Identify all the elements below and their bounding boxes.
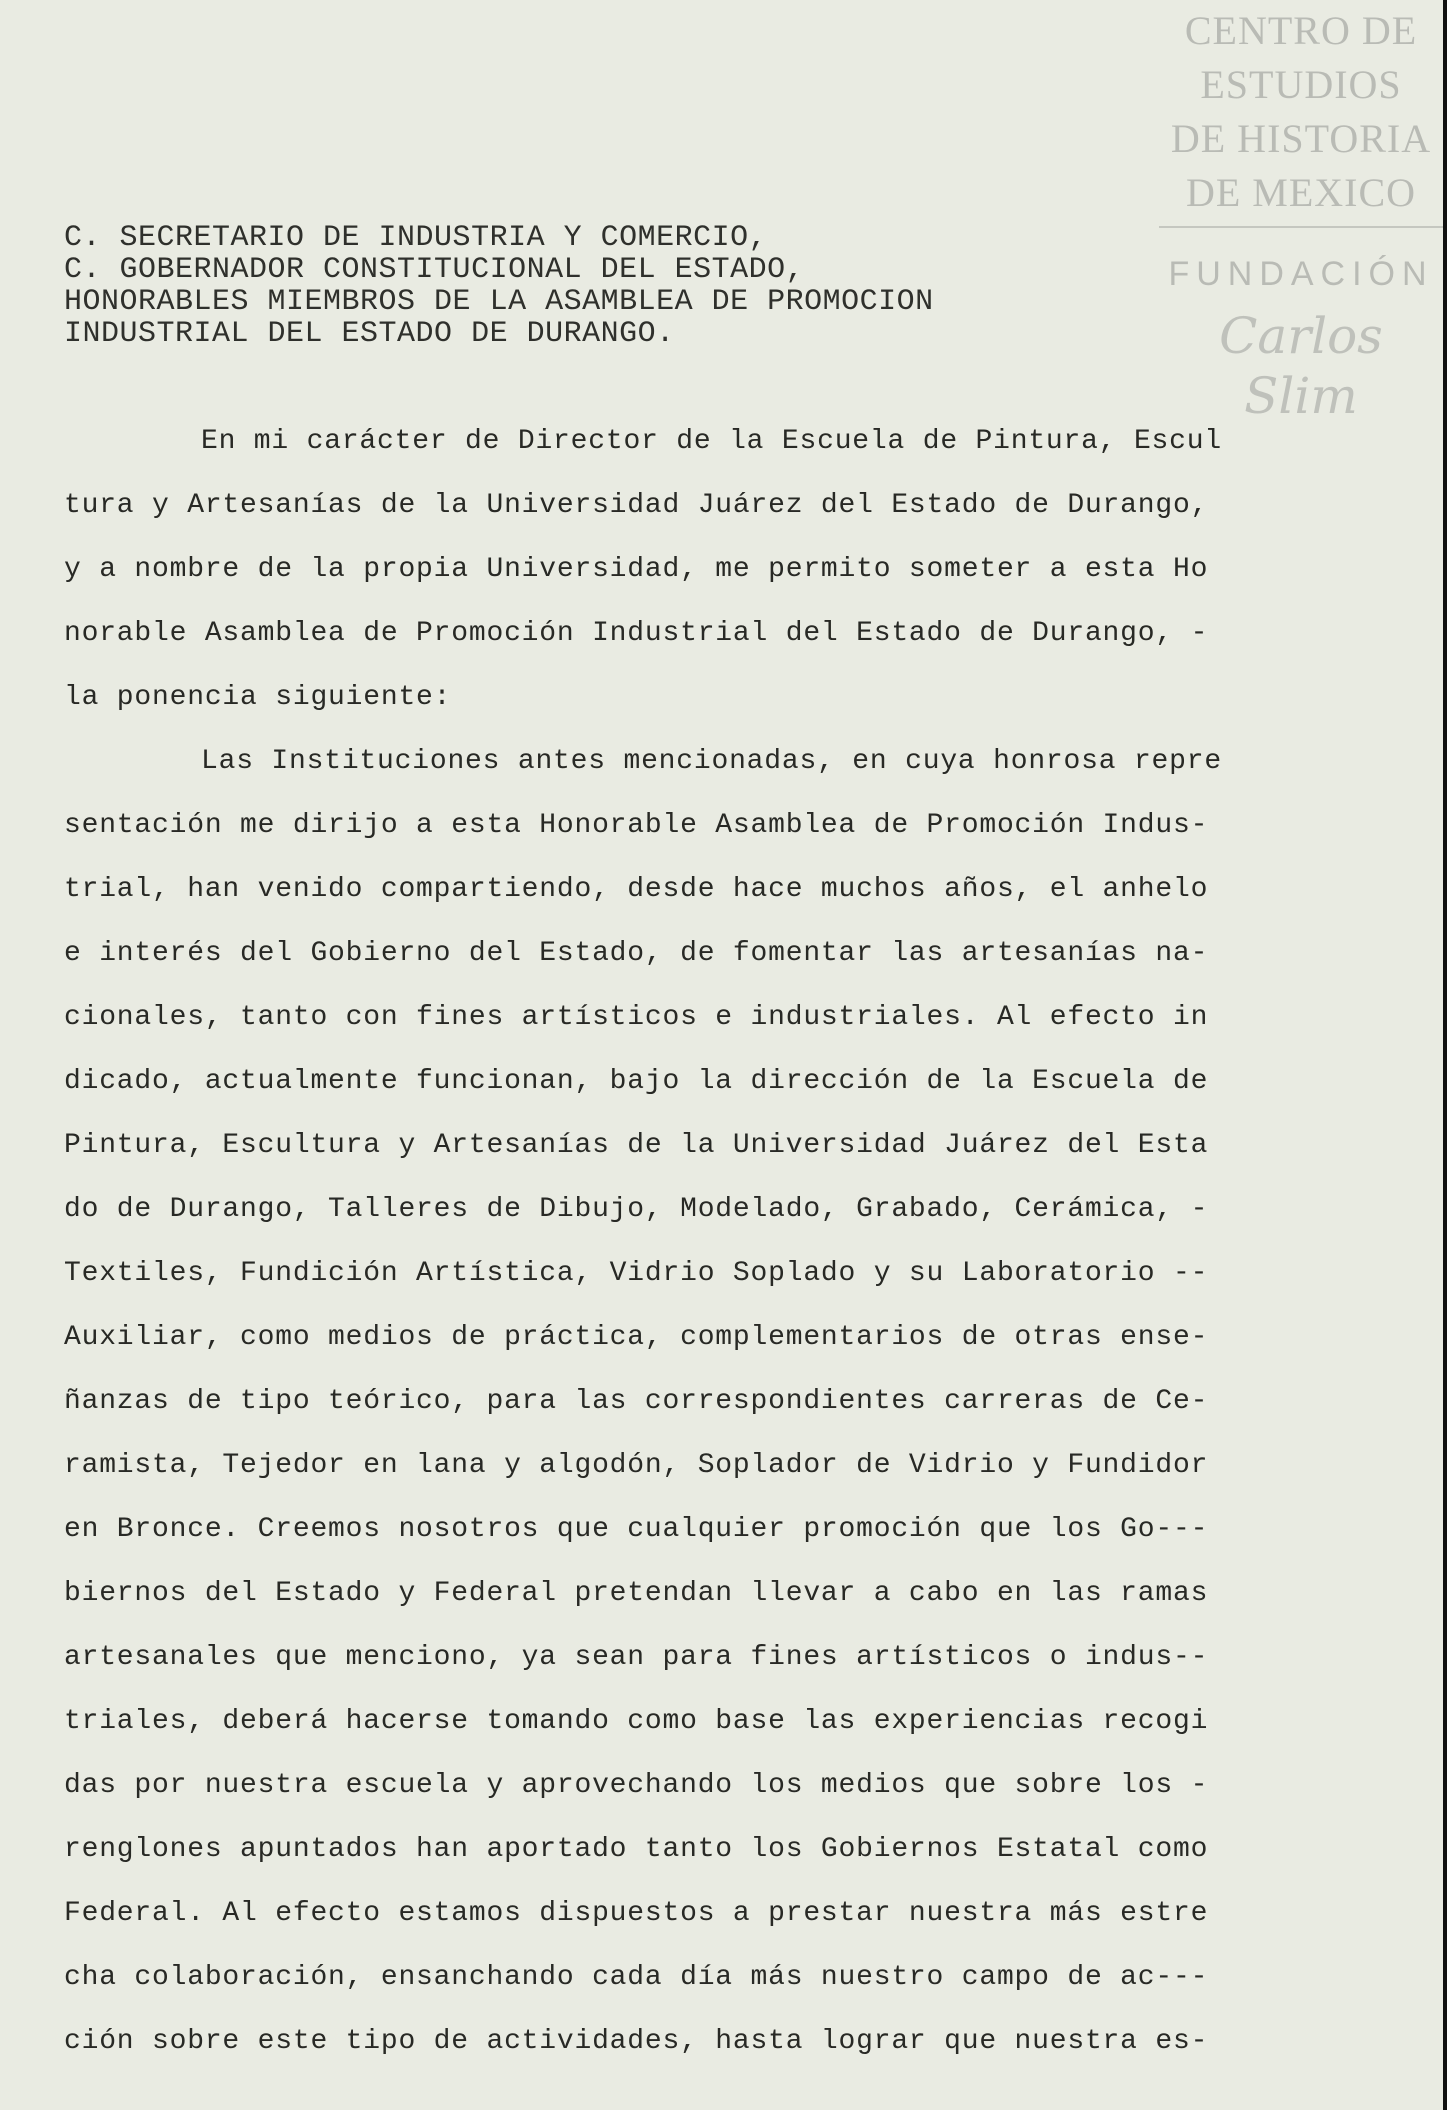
body-line: ramista, Tejedor en lana y algodón, Soplador de Vidrio y Fundidor — [64, 1450, 1209, 1481]
body-line: norable Asamblea de Promoción Industrial del Estado de Durango, - — [64, 618, 1209, 649]
watermark-line: DE HISTORIA — [1170, 116, 1432, 161]
watermark-signature: Carlos Slim — [1219, 307, 1383, 425]
watermark-divider — [1159, 226, 1443, 228]
body-line: biernos del Estado y Federal pretendan llevar a cabo en las ramas — [64, 1578, 1209, 1609]
watermark-line: DE MEXICO — [1185, 170, 1417, 215]
scan-edge — [1443, 0, 1447, 2110]
body-line: renglones apuntados han aportado tanto los Gobiernos Estatal como — [64, 1834, 1209, 1865]
body-line: do de Durango, Talleres de Dibujo, Modelado, Grabado, Cerámica, - — [64, 1194, 1209, 1225]
body-line: das por nuestra escuela y aprovechando los medios que sobre los - — [64, 1770, 1209, 1801]
body-line: en Bronce. Creemos nosotros que cualquier promoción que los Go--- — [64, 1514, 1209, 1545]
body-line: tura y Artesanías de la Universidad Juárez del Estado de Durango, — [64, 490, 1209, 521]
body-line: triales, deberá hacerse tomando como base las experiencias recogi — [64, 1706, 1209, 1737]
body-line: dicado, actualmente funcionan, bajo la dirección de la Escuela de — [64, 1066, 1209, 1097]
archive-watermark — [1155, 0, 1443, 425]
body-line: ñanzas de tipo teórico, para las correspondientes carreras de Ce- — [64, 1386, 1209, 1417]
letter-body — [64, 410, 1314, 2074]
body-line: Textiles, Fundición Artística, Vidrio Soplado y su Laboratorio -- — [64, 1258, 1209, 1289]
body-line: Pintura, Escultura y Artesanías de la Universidad Juárez del Esta — [64, 1130, 1209, 1161]
body-line: y a nombre de la propia Universidad, me permito someter a esta Ho — [64, 554, 1209, 585]
body-line: trial, han venido compartiendo, desde hace muchos años, el anhelo — [64, 874, 1209, 905]
body-line: sentación me dirijo a esta Honorable Asamblea de Promoción Indus- — [64, 810, 1209, 841]
watermark-foundation: FUNDACIÓN — [1168, 255, 1434, 293]
body-line: Auxiliar, como medios de práctica, complementarios de otras ense- — [64, 1322, 1209, 1353]
body-line: Las Instituciones antes mencionadas, en cuya honrosa repre — [201, 746, 1222, 777]
watermark-line: ESTUDIOS — [1200, 62, 1402, 107]
body-line: cionales, tanto con fines artísticos e industriales. Al efecto in — [64, 1002, 1209, 1033]
addressee-block — [64, 222, 1124, 350]
body-line: En mi carácter de Director de la Escuela de Pintura, Escul — [201, 426, 1222, 457]
watermark-line: CENTRO DE — [1184, 8, 1418, 53]
addressee-line: INDUSTRIAL DEL ESTADO DE DURANGO. — [64, 317, 675, 351]
addressee-line: C. SECRETARIO DE INDUSTRIA Y COMERCIO, — [64, 221, 768, 255]
body-line: artesanales que menciono, ya sean para fines artísticos o indus-- — [64, 1642, 1209, 1673]
addressee-line: C. GOBERNADOR CONSTITUCIONAL DEL ESTADO, — [64, 253, 805, 287]
body-line: cha colaboración, ensanchando cada día más nuestro campo de ac--- — [64, 1962, 1209, 1993]
body-line: ción sobre este tipo de actividades, hasta lograr que nuestra es- — [64, 2026, 1209, 2057]
addressee-line: HONORABLES MIEMBROS DE LA ASAMBLEA DE PROMOCION — [64, 285, 934, 319]
body-line: la ponencia siguiente: — [64, 682, 452, 713]
body-line: e interés del Gobierno del Estado, de fomentar las artesanías na- — [64, 938, 1209, 969]
body-line: Federal. Al efecto estamos dispuestos a prestar nuestra más estre — [64, 1898, 1209, 1929]
